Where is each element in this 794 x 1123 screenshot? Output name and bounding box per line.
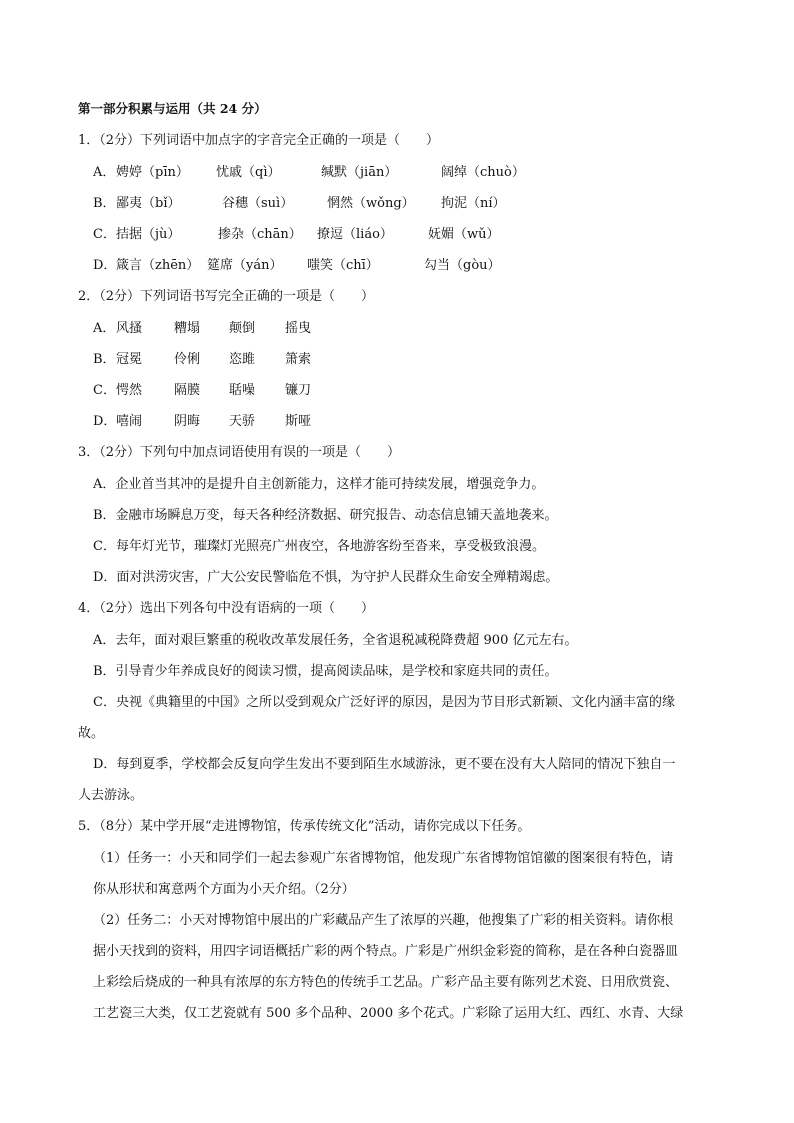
option-word: 斯哑 [285,414,312,429]
question-5-task-1-cont: 你从形状和寓意两个方面为小天介绍。（2分） [93,882,355,897]
option-word: 掺杂（chān） [218,227,302,242]
question-4-option-b: B．引导青少年养成良好的阅读习惯，提高阅读品味，是学校和家庭共同的责任。 [93,664,558,679]
option-label: D． [93,258,117,273]
option-word: 风搔 [116,321,143,336]
option-label: C． [93,383,116,398]
option-word: 撩逗（liáo） [317,227,393,242]
option-word: 嗤笑（chī） [307,258,379,273]
option-label: B． [93,352,116,367]
question-3-option-c: C．每年灯光节，璀璨灯光照亮广州夜空，各地游客纷至沓来，享受极致浪漫。 [93,539,545,554]
option-word: 忧戚（qì） [216,165,281,180]
option-label: B． [93,196,116,211]
option-label: A． [93,165,116,180]
option-word: 筵席（yán） [207,258,283,273]
question-5-stem: 5．（8分）某中学开展“走进博物馆，传承传统文化”活动，请你完成以下任务。 [78,819,531,834]
option-label: A． [93,321,116,336]
question-5-task-1: （1）任务一：小天和同学们一起去参观广东省博物馆，他发现广东省博物馆馆徽的图案很有特色，请 [93,851,674,866]
option-word: 拮据（jù） [116,227,181,242]
question-3-option-a: A．企业首当其冲的是提升自主创新能力，这样才能可持续发展，增强竞争力。 [93,477,545,492]
option-word: 勾当（gòu） [424,258,501,273]
option-word: 镰刀 [285,383,312,398]
option-word: 愕然 [116,383,143,398]
option-word: 鄙夷（bǐ） [116,196,181,211]
question-4-option-c: C．央视《典籍里的中国》之所以受到观众广泛好评的原因，是因为节目形式新颖、文化内涵丰富的缘 [93,695,675,710]
option-label: C． [93,227,116,242]
option-word: 箫索 [285,352,312,367]
question-4-option-c-cont: 故。 [78,726,105,741]
option-word: 缄默（jiān） [321,165,398,180]
option-word: 阴晦 [174,414,201,429]
option-word: 拘泥（ní） [441,196,506,211]
option-word: 糟塌 [174,321,201,336]
question-5-task-2: （2）任务二：小天对博物馆中展出的广彩藏品产生了浓厚的兴趣，他搜集了广彩的相关资料。请你根 [93,913,674,928]
option-word: 恣雎 [229,352,256,367]
question-4-option-a: A．去年，面对艰巨繁重的税收改革发展任务，全省退税减税降费超 900 亿元左右。 [93,633,578,648]
option-word: 颠倒 [229,321,256,336]
option-word: 谷穗（suì） [222,196,294,211]
question-3-option-d: D．面对洪涝灾害，广大公安民警临危不惧，为守护人民群众生命安全殚精竭虑。 [93,570,559,585]
option-word: 阔绰（chuò） [441,165,525,180]
question-5-task-2-cont: 据小天找到的资料，用四字词语概括广彩的两个特点。广彩是广州织金彩瓷的简称，是在各种白瓷器皿 [93,944,679,959]
option-word: 隔膜 [174,383,201,398]
option-word: 惘然（wǒng） [327,196,415,211]
option-word: 冠冕 [116,352,143,367]
question-4-option-d-cont: 人去游泳。 [78,788,144,803]
option-word: 天骄 [229,414,256,429]
section-title: 第一部分积累与运用（共 24 分） [78,101,267,116]
option-word: 妩媚（wǔ） [428,227,500,242]
question-5-task-2-cont: 工艺瓷三大类，仅工艺瓷就有 500 多个品种、2000 多个花式。广彩除了运用大红、西红、水青、大绿 [93,1006,684,1021]
question-3-stem: 3．（2分）下列句中加点词语使用有误的一项是（ ） [78,445,401,460]
option-word: 嘻闹 [116,414,143,429]
option-word: 聒噪 [229,383,256,398]
question-5-task-2-cont: 上彩绘后烧成的一种具有浓厚的东方特色的传统手工艺品。广彩产品主要有陈列艺术瓷、日用欣赏瓷、 [93,975,679,990]
question-4-option-d: D．每到夏季，学校都会反复向学生发出不要到陌生水域游泳，更不要在没有大人陪同的情况下独自一 [93,757,676,772]
option-word: 摇曳 [285,321,312,336]
question-2-stem: 2．（2分）下列词语书写完全正确的一项是（ ） [78,289,375,304]
question-3-option-b: B．金融市场瞬息万变，每天各种经济数据、研究报告、动态信息铺天盖地袭来。 [93,508,558,523]
question-4-stem: 4．（2分）选出下列各句中没有语病的一项（ ） [78,601,375,616]
question-1-stem: 1．（2分）下列词语中加点字的字音完全正确的一项是（ ） [78,133,440,148]
option-label: D． [93,414,117,429]
option-word: 箴言（zhēn） [116,258,200,273]
option-word: 伶俐 [174,352,201,367]
option-word: 娉婷（pīn） [116,165,189,180]
